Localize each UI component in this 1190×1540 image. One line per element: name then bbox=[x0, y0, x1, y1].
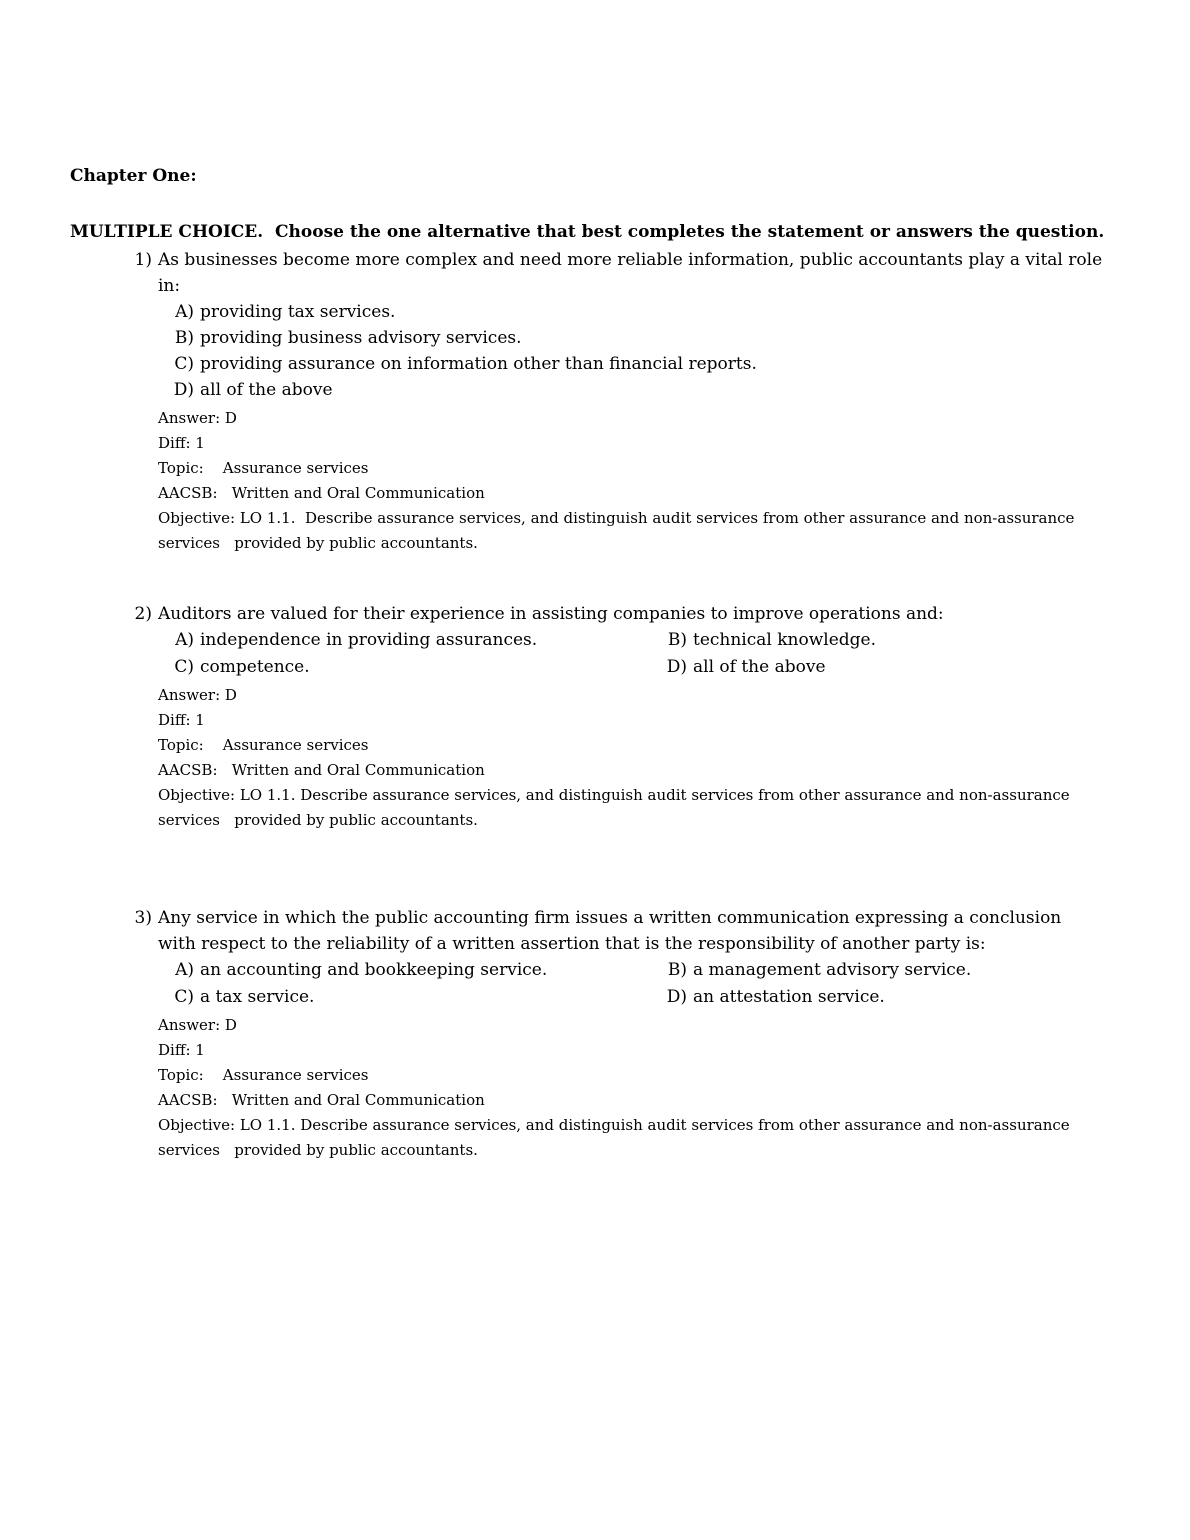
option-text: a tax service. bbox=[200, 987, 315, 1007]
options-grid bbox=[158, 627, 1108, 680]
question-number: 3) bbox=[134, 908, 152, 928]
topic-line: Topic: Assurance services bbox=[158, 736, 369, 754]
topic-line: Topic: Assurance services bbox=[158, 1066, 369, 1084]
option-b bbox=[158, 325, 1108, 351]
option-c bbox=[158, 654, 663, 680]
option-text: providing assurance on information other than financial reports. bbox=[200, 354, 757, 374]
option-d bbox=[663, 984, 1108, 1010]
question-number: 1) bbox=[134, 250, 152, 270]
option-a bbox=[158, 299, 1108, 325]
question-row bbox=[70, 601, 1108, 833]
option-letter: D) bbox=[666, 987, 687, 1007]
option-letter: B) bbox=[174, 328, 194, 348]
answer-line: Answer: D bbox=[158, 409, 237, 427]
question-text-line: As businesses become more complex and need more reliable information, public accountants play a vital role bbox=[158, 250, 1103, 270]
option-text: independence in providing assurances. bbox=[200, 630, 538, 650]
option-letter: A) bbox=[175, 302, 194, 322]
option-letter: C) bbox=[174, 657, 194, 677]
question-body bbox=[158, 601, 1108, 833]
objective-line: Objective: LO 1.1. Describe assurance services, and distinguish audit services from other assurance and non-assurance bbox=[158, 786, 1070, 804]
question-text-line: with respect to the reliability of a written assertion that is the responsibility of another party is: bbox=[158, 934, 986, 954]
answer-line: Answer: D bbox=[158, 686, 237, 704]
question-row bbox=[70, 247, 1108, 556]
question-text-line: in: bbox=[158, 276, 181, 296]
objective-line-continued: services provided by public accountants. bbox=[158, 1141, 478, 1159]
option-text: competence. bbox=[200, 657, 310, 677]
question-meta bbox=[158, 406, 1108, 556]
aacsb-line: AACSB: Written and Oral Communication bbox=[158, 761, 485, 779]
option-d bbox=[663, 654, 1108, 680]
diff-line: Diff: 1 bbox=[158, 711, 205, 729]
option-text: an accounting and bookkeeping service. bbox=[200, 960, 548, 980]
option-text: all of the above bbox=[693, 657, 826, 677]
option-b bbox=[663, 957, 1108, 983]
option-c bbox=[158, 984, 663, 1010]
diff-line: Diff: 1 bbox=[158, 1041, 205, 1059]
question-block-1 bbox=[70, 247, 1108, 556]
options-list bbox=[158, 299, 1108, 403]
multiple-choice-instruction: MULTIPLE CHOICE. Choose the one alternative that best completes the statement or answers the question. bbox=[70, 222, 1105, 242]
option-text: technical knowledge. bbox=[693, 630, 877, 650]
option-text: a management advisory service. bbox=[693, 960, 972, 980]
option-letter: A) bbox=[175, 960, 194, 980]
chapter-title: Chapter One: bbox=[70, 166, 197, 186]
question-number: 2) bbox=[134, 604, 152, 624]
option-letter: C) bbox=[174, 354, 194, 374]
option-letter: B) bbox=[667, 960, 687, 980]
option-letter: B) bbox=[667, 630, 687, 650]
option-b bbox=[663, 627, 1108, 653]
objective-line-continued: services provided by public accountants. bbox=[158, 811, 478, 829]
objective-line: Objective: LO 1.1. Describe assurance services, and distinguish audit services from other assurance and non-assurance bbox=[158, 509, 1075, 527]
option-letter: A) bbox=[175, 630, 194, 650]
objective-line: Objective: LO 1.1. Describe assurance services, and distinguish audit services from other assurance and non-assurance bbox=[158, 1116, 1070, 1134]
question-body bbox=[158, 247, 1108, 556]
question-text-line: Any service in which the public accounting firm issues a written communication expressing a conclusion bbox=[158, 908, 1062, 928]
option-letter: D) bbox=[173, 380, 194, 400]
objective-line-continued: services provided by public accountants. bbox=[158, 534, 478, 552]
option-a bbox=[158, 957, 663, 983]
aacsb-line: AACSB: Written and Oral Communication bbox=[158, 484, 485, 502]
option-text: an attestation service. bbox=[693, 987, 885, 1007]
question-block-3 bbox=[70, 905, 1108, 1163]
question-meta bbox=[158, 1013, 1108, 1163]
aacsb-line: AACSB: Written and Oral Communication bbox=[158, 1091, 485, 1109]
option-letter: C) bbox=[174, 987, 194, 1007]
option-text: providing tax services. bbox=[200, 302, 396, 322]
question-block-2 bbox=[70, 601, 1108, 833]
options-grid bbox=[158, 957, 1108, 1010]
answer-line: Answer: D bbox=[158, 1016, 237, 1034]
option-c bbox=[158, 351, 1108, 377]
question-text-line: Auditors are valued for their experience in assisting companies to improve operations and: bbox=[158, 604, 944, 624]
option-letter: D) bbox=[666, 657, 687, 677]
option-text: providing business advisory services. bbox=[200, 328, 522, 348]
diff-line: Diff: 1 bbox=[158, 434, 205, 452]
question-row bbox=[70, 905, 1108, 1163]
option-d bbox=[158, 377, 1108, 403]
topic-line: Topic: Assurance services bbox=[158, 459, 369, 477]
question-meta bbox=[158, 683, 1108, 833]
option-text: all of the above bbox=[200, 380, 333, 400]
option-a bbox=[158, 627, 663, 653]
question-body bbox=[158, 905, 1108, 1163]
